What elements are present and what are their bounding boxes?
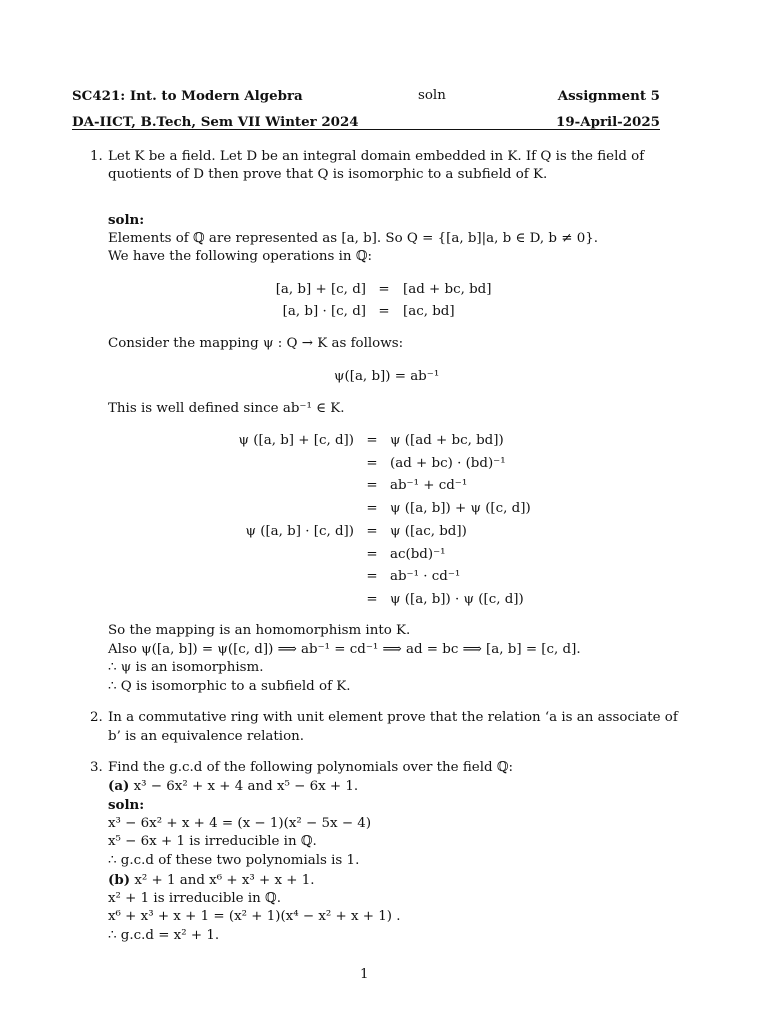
date-label: 19-April-2025: [556, 114, 660, 130]
q3-part-a: [108, 778, 358, 794]
q1-line2: quotients of D then prove that Q is isomorphic to a subfield of K.: [108, 167, 548, 182]
op-add-lhs: [a, b] + [c, d]: [275, 282, 366, 297]
q3-b1: x² + 1 is irreducible in ℚ.: [108, 891, 281, 906]
q1-therefore-2: ∴ Q is isomorphic to a subfield of K.: [108, 679, 351, 694]
q3-part-b-label: (b): [108, 872, 131, 888]
q3-part-b: [108, 872, 315, 888]
q3-line1: Find the g.c.d of the following polynomials over the field ℚ:: [108, 760, 514, 775]
add-eq-2: =: [366, 456, 378, 471]
q3-a3: ∴ g.c.d of these two polynomials is 1.: [108, 853, 360, 868]
q2-line1: In a commutative ring with unit element prove that the relation ‘a is an associate of: [108, 710, 678, 725]
q1-operations: We have the following operations in ℚ:: [108, 249, 372, 264]
mul-eq-3: =: [366, 569, 378, 584]
op-mul-rhs: [ac, bd]: [403, 304, 455, 319]
add-eq-4: =: [366, 501, 378, 516]
q1-also-line: Also ψ([a, b]) = ψ([c, d]) ⟹ ab⁻¹ = cd⁻¹ ⟹ ad = bc ⟹ [a, b] = [c, d].: [108, 642, 581, 657]
add-step-2: (ad + bc) · (bd)⁻¹: [390, 456, 506, 471]
header-rule: [72, 129, 660, 130]
op-mul-lhs: [a, b] · [c, d]: [282, 304, 366, 319]
q3-b2: x⁶ + x³ + x + 1 = (x² + 1)(x⁴ − x² + x + 1) .: [108, 909, 401, 924]
page-number: 1: [360, 967, 369, 982]
add-step-3: ab⁻¹ + cd⁻¹: [390, 478, 468, 493]
mul-eq-2: =: [366, 547, 378, 562]
q3-b3: ∴ g.c.d = x² + 1.: [108, 928, 220, 943]
q3-a2: x⁵ − 6x + 1 is irreducible in ℚ.: [108, 834, 317, 849]
mul-step-4: ψ ([a, b]) · ψ ([c, d]): [390, 592, 524, 607]
mul-lhs: ψ ([a, b] · [c, d]): [245, 524, 354, 539]
q1-therefore-1: ∴ ψ is an isomorphism.: [108, 660, 264, 675]
assignment-label: Assignment 5: [557, 88, 660, 104]
q2-number: 2.: [90, 710, 103, 725]
mul-eq-1: =: [366, 524, 378, 539]
q1-soln-label: soln:: [108, 212, 145, 228]
add-eq-1: =: [366, 433, 378, 448]
mul-step-3: ab⁻¹ · cd⁻¹: [390, 569, 461, 584]
mul-step-2: ac(bd)⁻¹: [390, 547, 446, 562]
q1-map-def: ψ([a, b]) = ab⁻¹: [334, 369, 440, 384]
q1-well-defined: This is well defined since ab⁻¹ ∈ K.: [108, 401, 345, 416]
op-mul-eq: =: [378, 304, 390, 319]
q1-elements: Elements of ℚ are represented as [a, b]. So Q = {[a, b]|a, b ∈ D, b ≠ 0}.: [108, 231, 599, 246]
q3-part-b-text: x² + 1 and x⁶ + x³ + x + 1.: [134, 873, 315, 888]
q3-part-a-label: (a): [108, 778, 130, 794]
mul-eq-4: =: [366, 592, 378, 607]
header-center-label: soln: [418, 88, 446, 103]
institute-line: DA-IICT, B.Tech, Sem VII Winter 2024: [72, 114, 359, 130]
add-step-4: ψ ([a, b]) + ψ ([c, d]): [390, 501, 531, 516]
mul-step-1: ψ ([ac, bd]): [390, 524, 467, 539]
q2-line2: b’ is an equivalence relation.: [108, 729, 305, 744]
op-add-rhs: [ad + bc, bd]: [403, 282, 492, 297]
q3-part-a-text: x³ − 6x² + x + 4 and x⁵ − 6x + 1.: [133, 779, 359, 794]
q1-homomorphism: So the mapping is an homomorphism into K.: [108, 623, 411, 638]
q1-mapping: Consider the mapping ψ : Q → K as follows:: [108, 336, 404, 351]
add-eq-3: =: [366, 478, 378, 493]
q1-number: 1.: [90, 149, 103, 164]
add-lhs: ψ ([a, b] + [c, d]): [238, 433, 354, 448]
q3-a1: x³ − 6x² + x + 4 = (x − 1)(x² − 5x − 4): [108, 816, 372, 831]
op-add-eq: =: [378, 282, 390, 297]
course-title: SC421: Int. to Modern Algebra: [72, 88, 303, 104]
q1-line1: Let K be a field. Let D be an integral domain embedded in K. If Q is the field of: [108, 149, 645, 164]
add-step-1: ψ ([ad + bc, bd]): [390, 433, 504, 448]
q3-number: 3.: [90, 760, 103, 775]
q3-soln-label: soln:: [108, 797, 145, 813]
